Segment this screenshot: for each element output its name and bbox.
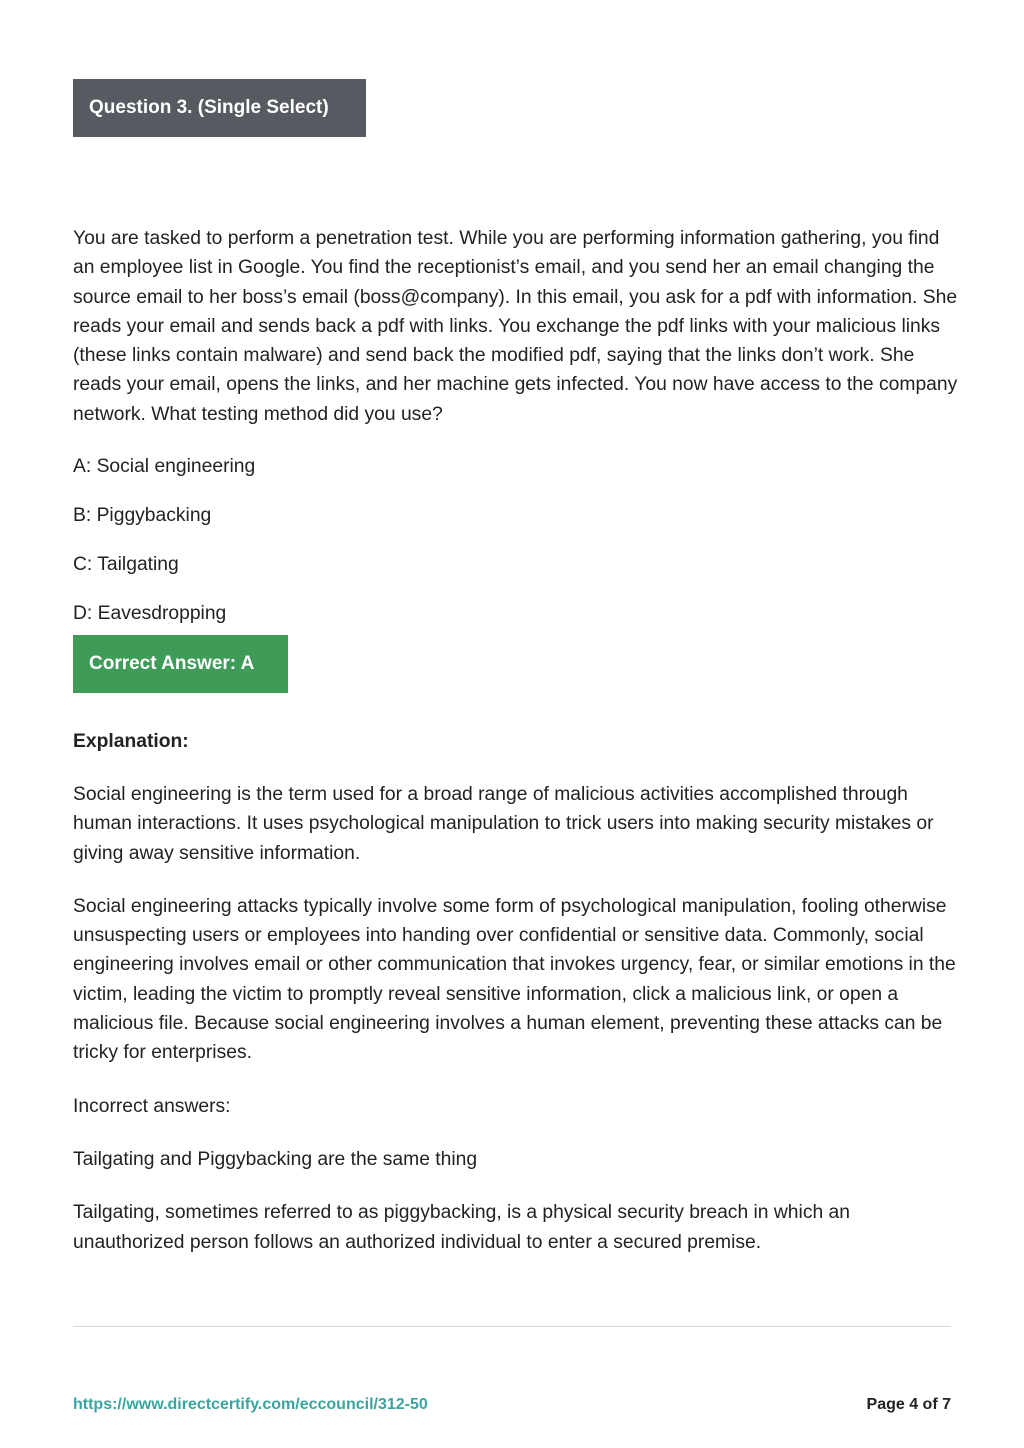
explanation-paragraph: Tailgating, sometimes referred to as piggybacking, is a physical security breach in which an unauthorized person follows an authorized individual to enter a secured premise.: [73, 1202, 850, 1253]
option-b: B: Piggybacking: [73, 505, 212, 526]
question-header: Question 3. (Single Select): [73, 79, 366, 137]
page-number: Page 4 of 7: [866, 1396, 951, 1413]
answer-options: [73, 452, 953, 648]
footer-divider: [73, 1326, 951, 1327]
explanation-heading: Explanation:: [73, 731, 189, 752]
explanation-paragraph: Social engineering is the term used for a broad range of malicious activities accomplished through human interactions. It uses psychological manipulation to trick users into making security mistakes or giving away sensitive information.: [73, 784, 934, 864]
incorrect-answers-label: Incorrect answers:: [73, 1095, 231, 1117]
option-a: A: Social engineering: [73, 456, 256, 477]
option-c: C: Tailgating: [73, 554, 179, 575]
correct-answer-badge: Correct Answer: A: [73, 635, 288, 693]
explanation-body: [73, 780, 958, 1281]
question-text: You are tasked to perform a penetration test. While you are performing information gathering, you find an employee list in Google. You find the receptionist’s email, and you send her an email changing the source email to her boss’s email (boss@company). In this email, you ask for a pdf with information. She reads your email and sends back a pdf with links. You exchange the pdf links with your malicious links (these links contain malware) and send back the modified pdf, saying that the links don’t work. She reads your email, opens the links, and her machine gets infected. You now have access to the company network. What testing method did you use?: [73, 228, 958, 425]
explanation-paragraph: Social engineering attacks typically involve some form of psychological manipulation, fooling otherwise unsuspecting users or employees into handing over confidential or sensitive data. Commonly, social engineering involves email or other communication that invokes urgency, fear, or similar emotions in the victim, leading the victim to promptly reveal sensitive information, click a malicious link, or open a malicious file. Because social engineering involves a human element, preventing these attacks can be tricky for enterprises.: [73, 895, 956, 1064]
explanation-paragraph: Tailgating and Piggybacking are the same thing: [73, 1148, 478, 1170]
footer-link[interactable]: https://www.directcertify.com/eccouncil/312-50: [73, 1396, 428, 1413]
option-d: D: Eavesdropping: [73, 603, 227, 624]
